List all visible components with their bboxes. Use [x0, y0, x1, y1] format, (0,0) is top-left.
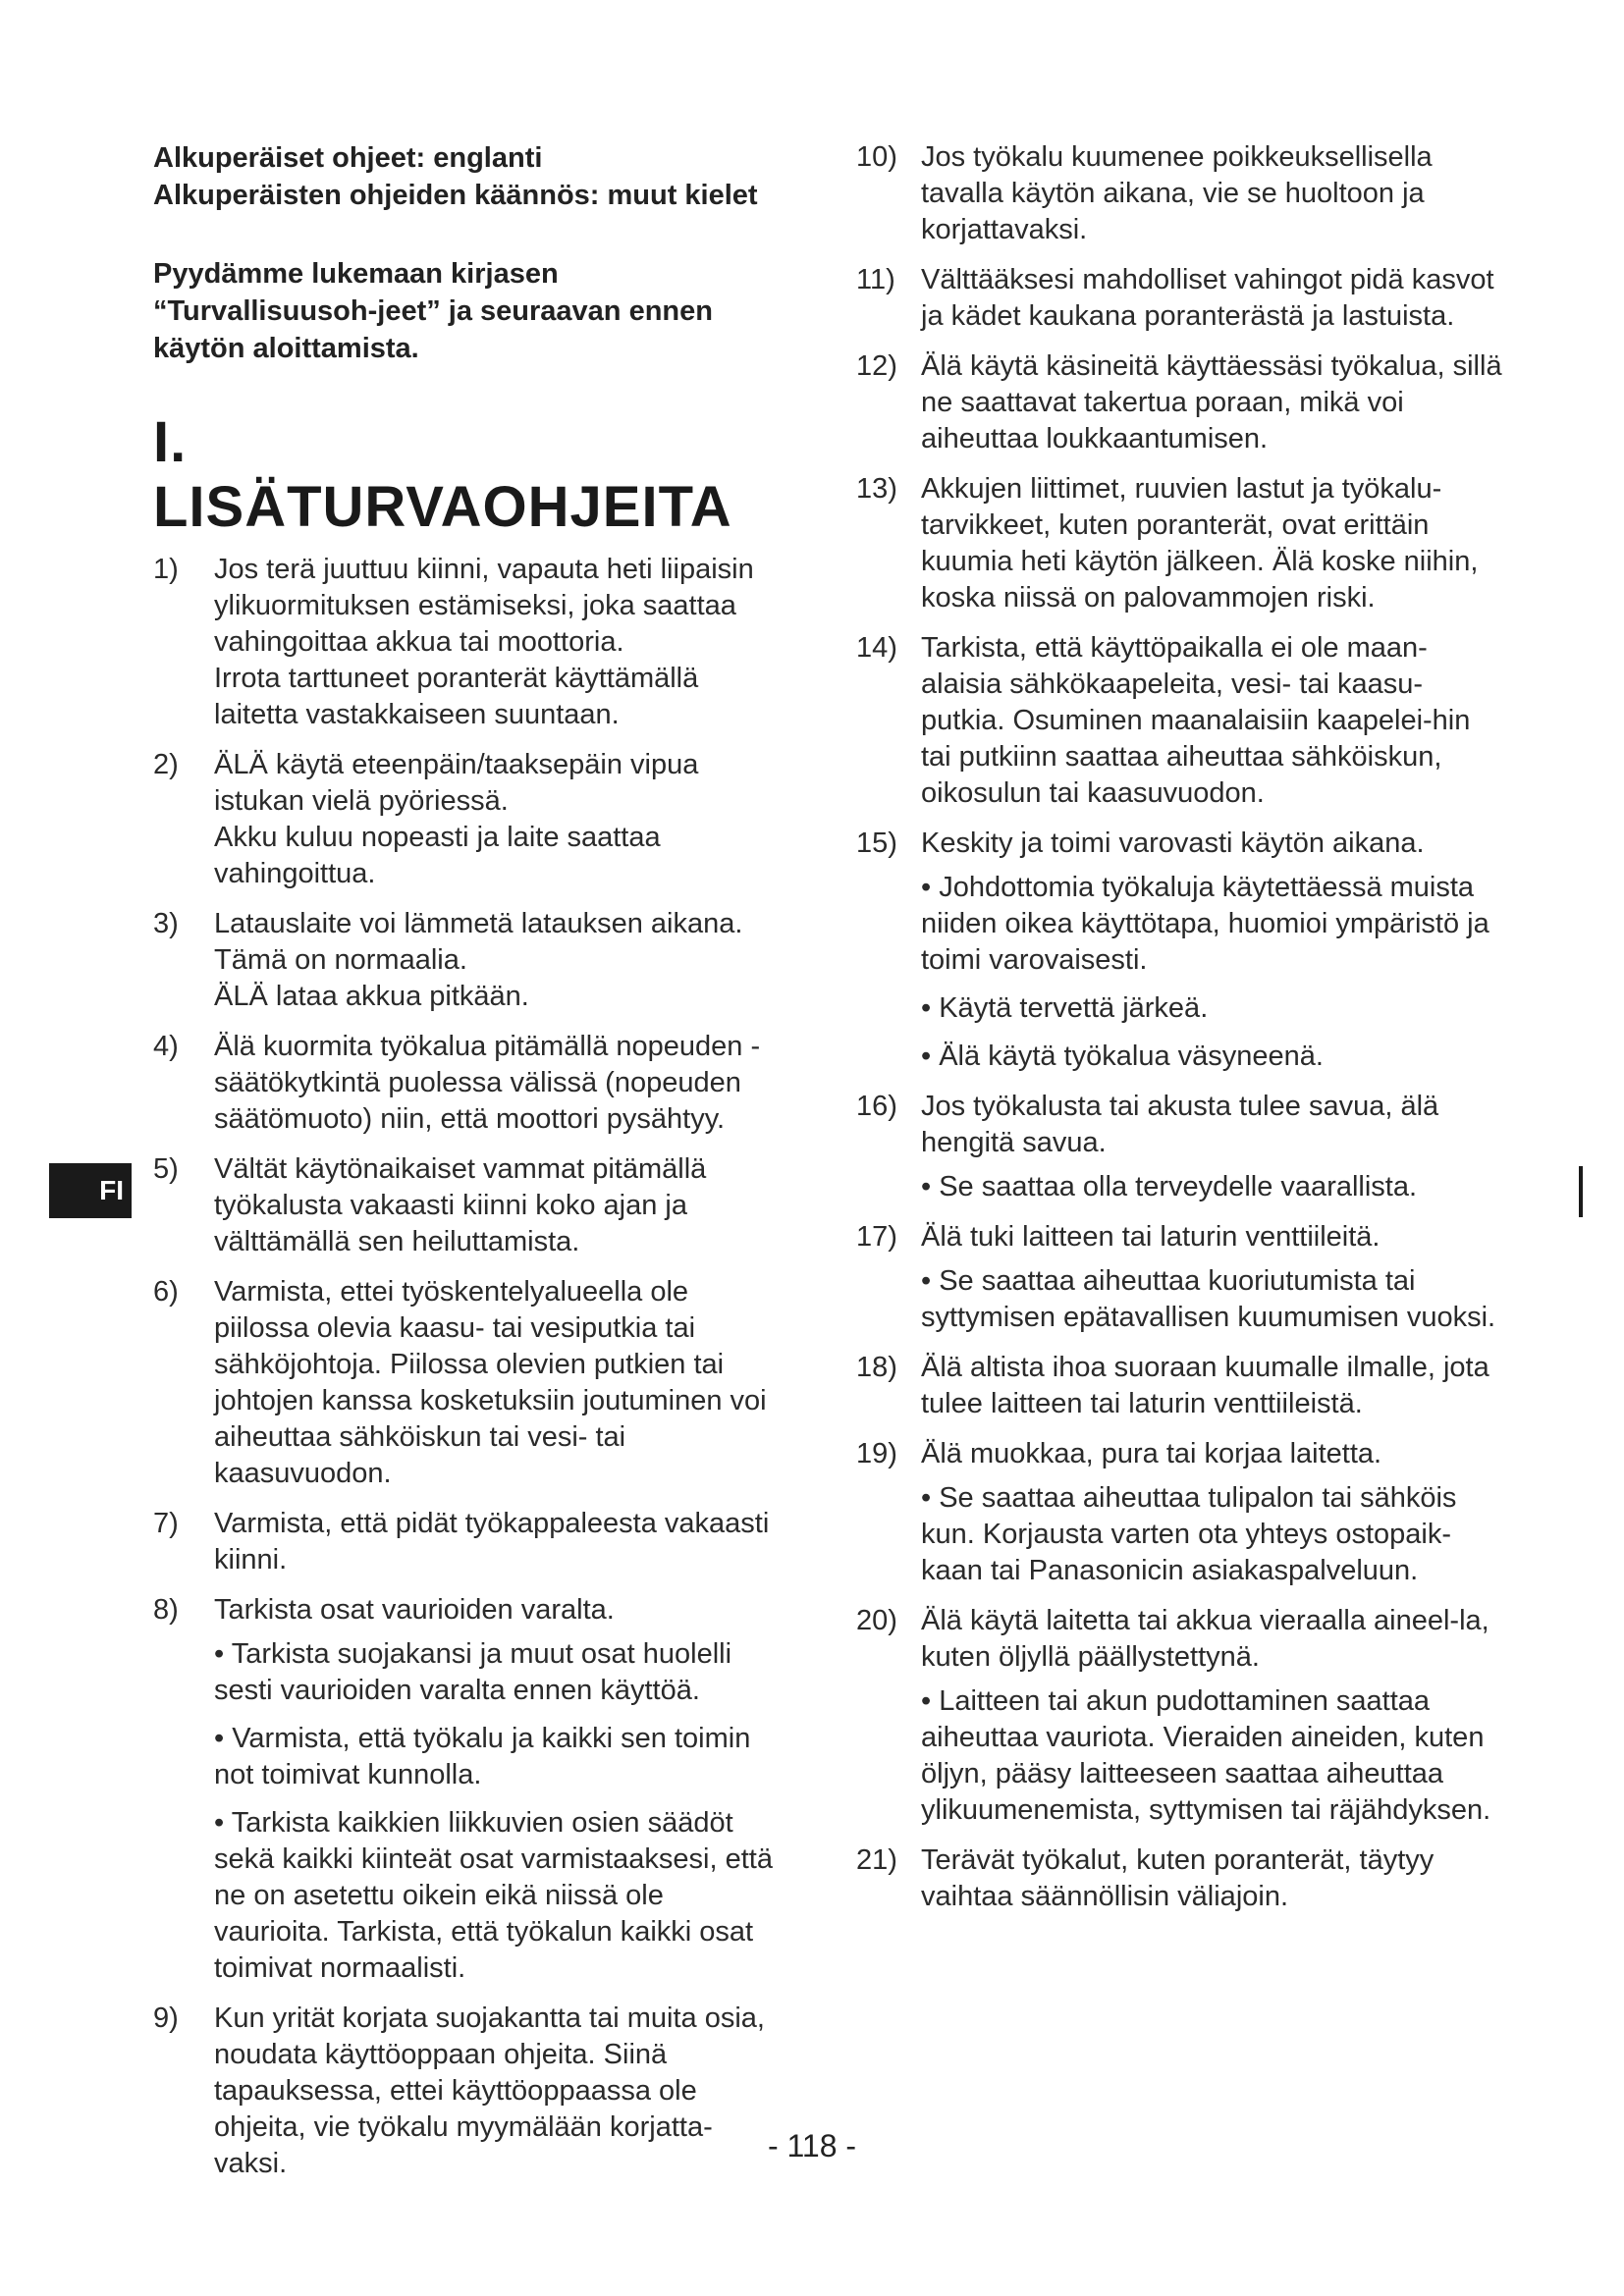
item-number: 20) [856, 1605, 897, 1636]
list-item [856, 1603, 1504, 1829]
page-number: - 118 - [767, 2128, 857, 2163]
item-text: Tarkista osat vaurioiden varalta. [214, 1594, 615, 1626]
item-number: 17) [856, 1221, 897, 1253]
item-number: 5) [153, 1153, 179, 1185]
bullet-list [921, 1169, 1504, 1205]
margin-marker [1579, 1166, 1583, 1217]
list-item [856, 1089, 1504, 1205]
item-number: 19) [856, 1438, 897, 1469]
read-first-note: Pyydämme lukemaan kirjasen “Turvallisuusoh-jeet” ja seuraavan ennen käytön aloittamista. [153, 258, 713, 364]
item-number: 7) [153, 1508, 179, 1539]
safety-list-right [856, 139, 1504, 1915]
item-text: Älä käytä laitetta tai akkua vieraalla aineel-la, kuten öljyllä päällystettynä. [921, 1605, 1489, 1673]
list-item [153, 906, 782, 1015]
item-number: 3) [153, 908, 179, 939]
item-text: Terävät työkalut, kuten poranterät, täytyy vaihtaa säännöllisin väliajoin. [921, 1844, 1435, 1912]
item-text: Älä käytä käsineitä käyttäessäsi työkalua, sillä ne saattavat takertua poraan, mikä voi aiheuttaa loukkaantumisen. [921, 350, 1502, 454]
item-number: 18) [856, 1352, 897, 1383]
item-number: 10) [856, 141, 897, 173]
bullet-list [921, 1480, 1504, 1589]
item-text: Välttääksesi mahdolliset vahingot pidä kasvot ja kädet kaukana poranterästä ja lastuista. [921, 264, 1494, 332]
list-item [856, 1436, 1504, 1589]
language-tab: FI [49, 1163, 132, 1218]
list-item [856, 348, 1504, 457]
item-number: 12) [856, 350, 897, 382]
section-title: I. LISÄTURVAOHJEITA [153, 410, 732, 539]
item-text: Varmista, ettei työskentelyalueella ole piilossa olevia kaasu- tai vesiputkia tai sähköjohtoja. Piilossa olevien putkien tai johtojen kanssa kosketuksiin joutuminen voi aiheuttaa sähköiskun tai vesi- tai kaasuvuodon. [214, 1276, 767, 1489]
bullet-item: • Laitteen tai akun pudottaminen saattaa aiheuttaa vauriota. Vieraiden aineiden, kuten öljyn, pääsy laitteeseen saattaa aiheuttaa ylikuumenemista, syttymisen tai räjähdyksen. [921, 1683, 1504, 1829]
bullet-item: • Johdottomia työkaluja käytettäessä muista niiden oikea käyttötapa, huomioi ympäristö ja toimi varovaisesti. [921, 870, 1504, 979]
item-number: 4) [153, 1031, 179, 1062]
list-item [153, 1151, 782, 1260]
item-text: Jos työkalusta tai akusta tulee savua, älä hengitä savua. [921, 1091, 1439, 1158]
bullet-item: • Tarkista kaikkien liikkuvien osien säädöt sekä kaikki kiinteät osat varmistaaksesi, että ne on asetettu oikein eikä niissä ole vaurioita. Tarkista, että työkalun kaikki osat toimivat normaalisti. [214, 1805, 782, 1987]
bullet-item: • Se saattaa olla terveydelle vaarallista. [921, 1169, 1504, 1205]
translation-line: Alkuperäisten ohjeiden käännös: muut kielet [153, 180, 758, 211]
item-text: Kun yrität korjata suojakantta tai muita osia, noudata käyttöoppaan ohjeita. Siinä tapauksessa, ettei käyttöoppaassa ole ohjeita, vie työkalu myymälään korjatta-vaksi. [214, 2002, 765, 2179]
item-text: Akkujen liittimet, ruuvien lastut ja työkalu-tarvikkeet, kuten poranterät, ovat erittäin kuumia heti käytön jälkeen. Älä koske niihin, koska niissä on palovammojen riski. [921, 473, 1479, 614]
item-number: 21) [856, 1844, 897, 1876]
list-item [856, 1350, 1504, 1422]
list-item [153, 747, 782, 892]
item-text: Irrota tarttuneet poranterät käyttämällä laitetta vastakkaiseen suuntaan. [214, 663, 699, 730]
list-item [153, 1029, 782, 1138]
item-text: Jos työkalu kuumenee poikkeuksellisella tavalla käytön aikana, vie se huoltoon ja korjattavaksi. [921, 141, 1433, 245]
item-number: 2) [153, 749, 179, 780]
bullet-item: • Käytä tervettä järkeä. [921, 990, 1504, 1027]
list-item [856, 139, 1504, 248]
item-number: 6) [153, 1276, 179, 1308]
list-item [856, 630, 1504, 812]
right-column [856, 139, 1504, 1929]
item-text: Varmista, että pidät työkappaleesta vakaasti kiinni. [214, 1508, 770, 1575]
item-text: Älä muokkaa, pura tai korjaa laitetta. [921, 1438, 1382, 1469]
item-text: Älä altista ihoa suoraan kuumalle ilmalle, jota tulee laitteen tai laturin venttiileistä. [921, 1352, 1489, 1419]
list-item [856, 471, 1504, 616]
document-header [153, 139, 782, 367]
item-text: Latauslaite voi lämmetä latauksen aikana. [214, 908, 743, 939]
item-number: 8) [153, 1594, 179, 1626]
item-text: Jos terä juuttuu kiinni, vapauta heti liipaisin ylikuormituksen estämiseksi, joka saattaa vahingoittaa akkua tai moottoria. [214, 554, 754, 658]
item-number: 16) [856, 1091, 897, 1122]
item-text: ÄLÄ käytä eteenpäin/taaksepäin vipua istukan vielä pyöriessä. [214, 749, 699, 817]
original-instructions-line: Alkuperäiset ohjeet: englanti [153, 142, 543, 174]
bullet-list [921, 1683, 1504, 1829]
bullet-list [214, 1636, 782, 1987]
item-text: Tämä on normaalia. [214, 944, 467, 976]
list-item [856, 1842, 1504, 1915]
item-text: Älä kuormita työkalua pitämällä nopeuden - säätökytkintä puolessa välissä (nopeuden säätömuoto) niin, että moottori pysähtyy. [214, 1031, 761, 1135]
bullet-item: • Tarkista suojakansi ja muut osat huolelli sesti vaurioiden varalta ennen käyttöä. [214, 1636, 782, 1709]
item-text: Vältät käytönaikaiset vammat pitämällä työkalusta vakaasti kiinni koko ajan ja välttämällä sen heiluttamista. [214, 1153, 707, 1257]
item-number: 14) [856, 632, 897, 664]
item-number: 9) [153, 2002, 179, 2034]
item-text: Akku kuluu nopeasti ja laite saattaa vahingoittua. [214, 822, 661, 889]
item-text: Älä tuki laitteen tai laturin venttiileitä. [921, 1221, 1380, 1253]
list-item [153, 1274, 782, 1492]
item-number: 13) [856, 473, 897, 505]
item-number: 11) [856, 264, 895, 295]
list-item [856, 826, 1504, 1075]
list-item [856, 1219, 1504, 1336]
item-number: 15) [856, 828, 897, 859]
bullet-item: • Älä käytä työkalua väsyneenä. [921, 1039, 1504, 1075]
item-number: 1) [153, 554, 179, 585]
safety-list-left [153, 552, 782, 2182]
left-column [153, 139, 782, 2196]
bullet-list [921, 1263, 1504, 1336]
bullet-item: • Se saattaa aiheuttaa tulipalon tai sähköis kun. Korjausta varten ota yhteys ostopaik-kaan tai Panasonicin asiakaspalveluun. [921, 1480, 1504, 1589]
item-text: Tarkista, että käyttöpaikalla ei ole maan-alaisia sähkökaapeleita, vesi- tai kaasu-putkia. Osuminen maanalaisiin kaapelei-hin tai putkiinn saattaa aiheuttaa sähköiskun, oikosulun tai kaasuvuodon. [921, 632, 1471, 809]
item-text: ÄLÄ lataa akkua pitkään. [214, 981, 529, 1012]
list-item [153, 1592, 782, 1987]
list-item [856, 262, 1504, 335]
bullet-item: • Varmista, että työkalu ja kaikki sen toimin not toimivat kunnolla. [214, 1721, 782, 1793]
list-item [153, 552, 782, 733]
bullet-list [921, 870, 1504, 1075]
bullet-item: • Se saattaa aiheuttaa kuoriutumista tai syttymisen epätavallisen kuumumisen vuoksi. [921, 1263, 1504, 1336]
list-item [153, 1506, 782, 1578]
item-text: Keskity ja toimi varovasti käytön aikana. [921, 828, 1425, 859]
